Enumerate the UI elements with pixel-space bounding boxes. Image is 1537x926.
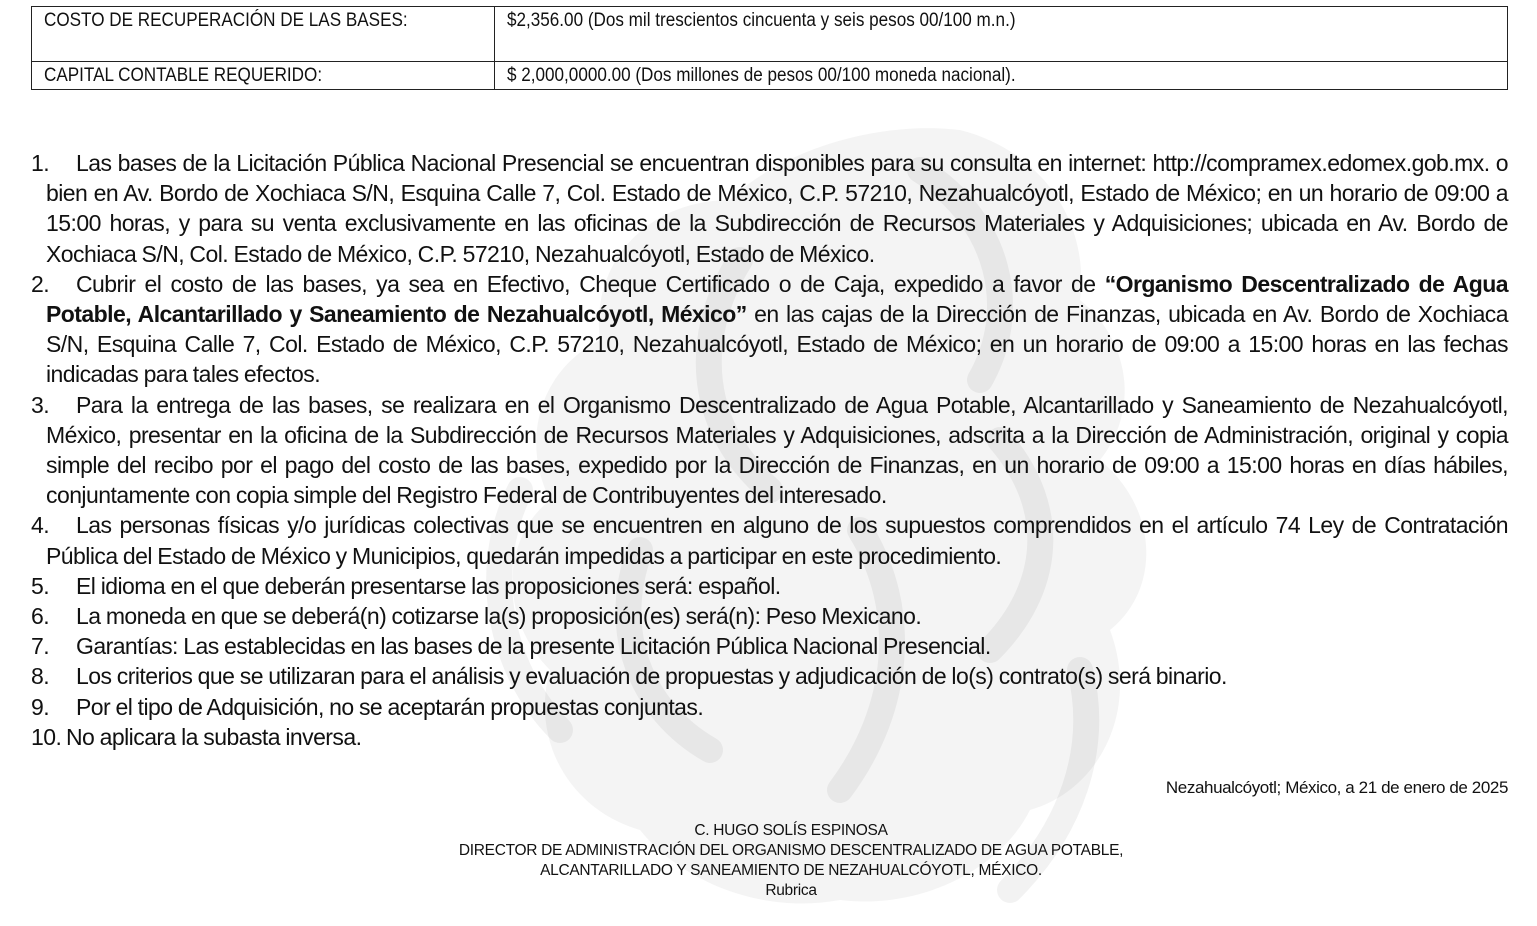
list-item-number: 10. bbox=[31, 723, 62, 750]
list-item-text: Las bases de la Licitación Pública Nacional Presencial se encuentran disponibles para su consulta en internet: http://compramex.edomex.gob.mx. o bien en Av. Bordo de Xochiaca S/N, Esquina Calle 7, Col. Estado de México, C.P. 57210, Nezahualcóyotl, Estado de México; en un horario de 09:00 a 15:00 horas, y para su venta exclusivamente en las oficinas de la Subdirección de Recursos Materiales y Adquisiciones; ubicada en Av. Bordo de Xochiaca S/N, Col. Estado de México, C.P. 57210, Nezahualcóyotl, Estado de México. bbox=[46, 150, 1508, 267]
list-item-text: Cubrir el costo de las bases, ya sea en Efectivo, Cheque Certificado o de Caja, expedido a favor de bbox=[76, 270, 1105, 297]
required-capital-value: $ 2,000,0000.00 (Dos millones de pesos 00/100 moneda nacional). bbox=[507, 65, 1016, 86]
required-capital-label: CAPITAL CONTABLE REQUERIDO: bbox=[44, 65, 323, 86]
list-item bbox=[31, 571, 1508, 601]
list-item-number: 8. bbox=[31, 663, 50, 690]
list-item-number: 9. bbox=[31, 693, 50, 720]
list-item bbox=[31, 269, 1508, 390]
list-item-number: 3. bbox=[31, 391, 50, 418]
list-item-text: No aplicara la subasta inversa. bbox=[66, 723, 362, 750]
list-item-text: El idioma en el que deberán presentarse las proposiciones será: español. bbox=[76, 572, 781, 599]
table-cell-label bbox=[32, 7, 495, 62]
list-item-number: 1. bbox=[31, 150, 50, 176]
list-item bbox=[31, 601, 1508, 631]
signature-block bbox=[291, 821, 1291, 901]
signatory-title-line-1: DIRECTOR DE ADMINISTRACIÓN DEL ORGANISMO DESCENTRALIZADO DE AGUA POTABLE, bbox=[458, 842, 1124, 859]
organism-name-bold: “Organismo Descentralizado de Agua Potable, Alcantarillado y Saneamiento de Nezahualcóyotl, México” bbox=[46, 270, 1508, 328]
list-item-number: 7. bbox=[31, 633, 50, 660]
table-cell-label bbox=[32, 62, 495, 90]
list-item-text: Para la entrega de las bases, se realizara en el Organismo Descentralizado de Agua Potable, Alcantarillado y Saneamiento de Nezahualcóyotl, México, presentar en la oficina de la Subdirección de Recursos Materiales y Adquisiciones, adscrita a la Dirección de Administración, original y copia simple del recibo por el pago del costo de las bases, expedido por la Dirección de Finanzas, en un horario de 09:00 a 15:00 horas en días hábiles, conjuntamente con copia simple del Registro Federal de Contribuyentes del interesado. bbox=[46, 391, 1508, 509]
list-item-text: Por el tipo de Adquisición, no se aceptarán propuestas conjuntas. bbox=[76, 693, 704, 720]
list-item bbox=[31, 722, 1508, 752]
list-item-text: Garantías: Las establecidas en las bases de la presente Licitación Pública Nacional Presencial. bbox=[76, 633, 991, 660]
list-item-number: 2. bbox=[31, 270, 50, 297]
list-item-text: Las personas físicas y/o jurídicas colectivas que se encuentren en alguno de los supuestos comprendidos en el artículo 74 Ley de Contratación Pública del Estado de México y Municipios, quedarán impedidas a participar en este procedimiento. bbox=[46, 512, 1508, 569]
list-item bbox=[31, 661, 1508, 691]
list-item bbox=[31, 692, 1508, 722]
list-item bbox=[31, 510, 1508, 570]
list-item-number: 5. bbox=[31, 572, 50, 599]
table-cell-value bbox=[495, 62, 1508, 90]
list-item-number: 4. bbox=[31, 512, 50, 539]
list-item-text: La moneda en que se deberá(n) cotizarse la(s) proposición(es) será(n): Peso Mexicano. bbox=[76, 603, 922, 630]
list-item bbox=[31, 631, 1508, 661]
list-item-text: Los criterios que se utilizaran para el análisis y evaluación de propuestas y adjudicación de lo(s) contrato(s) será binario. bbox=[76, 663, 1227, 690]
conditions-list bbox=[31, 148, 1508, 752]
signatory-title-line-2: ALCANTARILLADO Y SANEAMIENTO DE NEZAHUALCÓYOTL, MÉXICO. bbox=[540, 862, 1042, 879]
list-item-text-continued: en las cajas de la Dirección de Finanzas, ubicada en Av. Bordo de Xochiaca S/N, Esquina Calle 7, Col. Estado de México, C.P. 57210, Nezahualcóyotl, Estado de México; en un horario de 09:00 a 15:00 horas en las fechas indicadas para tales efectos. bbox=[46, 301, 1509, 388]
bid-requirements-table bbox=[31, 6, 1508, 90]
cost-of-bases-value: $2,356.00 (Dos mil trescientos cincuenta y seis pesos 00/100 m.n.) bbox=[507, 10, 1016, 31]
table-cell-value bbox=[495, 7, 1508, 62]
table-row bbox=[32, 7, 1508, 62]
place-and-date: Nezahualcóyotl; México, a 21 de enero de 2025 bbox=[1165, 778, 1508, 797]
rubric-text: Rubrica bbox=[765, 882, 817, 899]
list-item bbox=[31, 148, 1508, 269]
table-row bbox=[32, 62, 1508, 90]
list-item bbox=[31, 390, 1508, 511]
list-item-number: 6. bbox=[31, 603, 50, 630]
signatory-name: C. HUGO SOLÍS ESPINOSA bbox=[694, 822, 888, 839]
cost-of-bases-label: COSTO DE RECUPERACIÓN DE LAS BASES: bbox=[44, 10, 408, 31]
